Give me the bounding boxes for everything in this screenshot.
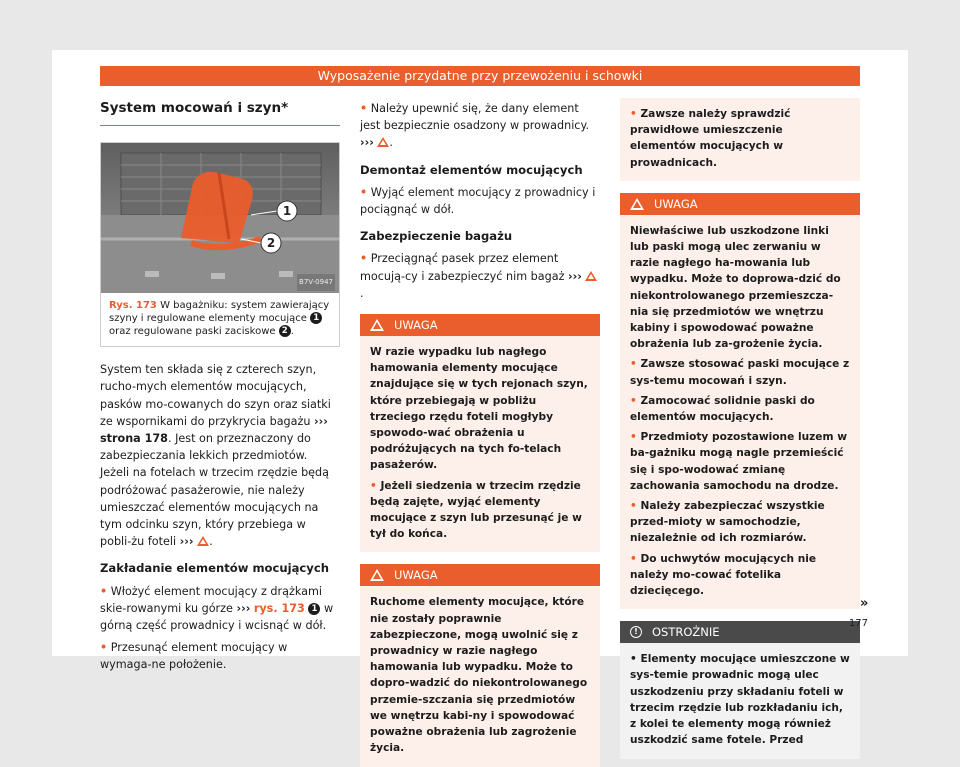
list-item <box>100 583 340 635</box>
bullet-dot: • <box>360 102 368 115</box>
bullet-dot: • <box>630 108 637 120</box>
bullet-end: . <box>360 286 364 300</box>
intro-text-a: System ten składa się z czterech szyn, rucho-mych elementów mocujących, pasków mo-cowanych do szyn oraz siatki ze wspornikami do przykrycia bagażu <box>100 363 331 428</box>
caution-title: OSTROŻNIE <box>652 625 720 640</box>
warning-title: UWAGA <box>394 318 438 333</box>
bullet-text: Zawsze stosować paski mocujące z sys-temu mocowań i szyn. <box>630 358 850 387</box>
caption-end: . <box>290 326 294 338</box>
warning-text: W razie wypadku lub nagłego hamowania elementy mocujące znajdujące się w tych rejonach szyn, które przebiegają w pobliżu trzeciego rzędu foteli mogłyby spowodo-wać obrażenia u podróżujących na tych fo-telach pasażerów. <box>370 346 588 472</box>
warning-body <box>360 586 600 766</box>
manual-page <box>52 50 908 755</box>
list-item <box>360 184 600 218</box>
caution-body <box>620 643 860 758</box>
warning-text: Niewłaściwe lub uszkodzone linki lub paski mogą ulec zerwaniu w razie nagłego ha-mowania lub wypadku. Może to doprowa-dzić do niekontrolowanego przemieszcza-nia się przedmiotów we wnętrzu kabiny i spowodować poważne obrażenia lub za-grożenie życia. <box>630 224 841 351</box>
warning-header <box>360 314 600 336</box>
warning-header <box>620 193 860 215</box>
bullet-text: Jeżeli siedzenia w trzecim rzędzie będą zajęte, wyjąć elementy mocujące z szyn lub przesunąć je w tył do końca. <box>370 479 582 541</box>
list-item <box>630 356 850 388</box>
bullet-text: Przedmioty pozostawione luzem w ba-gażniku mogą nagle przemieścić się i spo-wodować zmianę zachowania samochodu na drodze. <box>630 431 847 492</box>
list-item <box>630 651 850 748</box>
warning-triangle-icon[interactable] <box>197 536 209 546</box>
list-item <box>360 100 600 152</box>
bullet-text: Do uchwytów mocujących nie należy mo-cować fotelika dziecięcego. <box>630 552 817 598</box>
caption-text-a: W bagażniku: system zawierający szyny i regulowane elementy mocujące <box>109 300 330 325</box>
callout-1: 1 <box>282 204 292 219</box>
bullet-text-b: w górną część prowadnicy i wcisnąć w dół. <box>100 601 334 633</box>
column-right <box>620 92 860 759</box>
figure-caption <box>101 293 339 346</box>
bullet-dot: • <box>360 185 368 199</box>
list-item <box>630 393 850 425</box>
warning-body <box>360 336 600 552</box>
column-left <box>100 92 340 674</box>
continue-marker: » <box>860 596 869 611</box>
warning-icon <box>370 569 384 581</box>
column-middle <box>360 92 600 767</box>
intro-paragraph <box>100 361 340 550</box>
list-item <box>360 250 600 302</box>
warning-box-3 <box>620 193 860 609</box>
warning-triangle-icon[interactable] <box>585 271 597 281</box>
figure-ref-arrow: ››› <box>236 601 251 615</box>
list-item <box>630 429 850 494</box>
caution-header <box>620 621 860 643</box>
list-item <box>630 551 850 600</box>
trunk-photo <box>101 143 339 293</box>
bullet-dot: • <box>630 552 637 565</box>
caption-text-b: oraz regulowane paski zaciskowe <box>109 326 276 338</box>
bullet-dot: • <box>100 584 108 598</box>
page-number: 177 <box>848 618 868 629</box>
caption-callout-2: 2 <box>279 325 291 337</box>
bullet-dot: • <box>630 653 637 666</box>
bullet-text: Należy upewnić się, że dany element jest bezpiecznie osadzony w prowadnicy. <box>360 102 590 133</box>
subheading-secure: Zabezpieczenie bagażu <box>360 229 513 244</box>
bullet-text: Włożyć element mocujący z drążkami skie-rowanymi ku górze <box>100 584 322 615</box>
inline-callout-1: 1 <box>308 603 320 615</box>
section-title: System mocowań i szyn* <box>100 100 340 126</box>
bullet-text: Należy zabezpieczać wszystkie przed-mioty w samochodzie, niezależnie od ich rozmiarów. <box>630 500 825 545</box>
warning-title: UWAGA <box>394 568 438 583</box>
bullet-text: Zamocować solidnie paski do elementów mocujących. <box>630 394 815 424</box>
warning-text: Ruchome elementy mocujące, które nie zostały poprawnie zabezpieczone, mogą uwolnić się z prowadnicy w razie nagłego hamowania lub wypadku. Może to dopro-wadzić do niekontrolowanego przemie-szczania się przedmiotów we wnętrzu kabi-ny i spowodować poważne obrażenia lub zagrożenie życia. <box>370 596 588 755</box>
bullet-text: Przesunąć element mocujący w wymaga-ne położenie. <box>100 641 288 672</box>
list-item <box>630 498 850 547</box>
warning-ref-arrow: ››› <box>568 269 582 283</box>
warning-icon <box>630 198 644 210</box>
subheading-install: Zakładanie elementów mocujących <box>100 561 329 576</box>
intro-end: . <box>209 535 213 549</box>
warning-title: UWAGA <box>654 196 698 211</box>
caution-box <box>620 621 860 758</box>
subheading-remove: Demontaż elementów mocujących <box>360 162 583 177</box>
bullet-text: Wyjąć element mocujący z prowadnicy i pociągnąć w dół. <box>360 185 596 217</box>
bullet-dot: • <box>630 394 637 407</box>
list-item <box>370 478 590 543</box>
callout-2: 2 <box>266 236 276 251</box>
bullet-text: Przeciągnąć pasek przez element mocują-cy i zabezpieczyć nim bagaż <box>360 252 565 283</box>
bullet-dot: • <box>630 500 637 513</box>
warning-header <box>360 564 600 586</box>
warning-box-2 <box>360 564 600 766</box>
warning-icon <box>370 319 384 331</box>
trunk-illustration <box>101 143 339 293</box>
list-item <box>630 106 850 171</box>
figure-code: B7V-0947 <box>297 274 335 291</box>
page-ref-arrow: ››› <box>314 414 328 428</box>
warning-box-1 <box>360 314 600 552</box>
list-item <box>100 639 340 673</box>
caption-callout-1: 1 <box>310 312 322 324</box>
bullet-end: . <box>389 136 393 150</box>
warning-body <box>620 215 860 609</box>
figure-label: Rys. 173 <box>109 300 157 312</box>
intro-text-b: . Jest on przeznaczony do zabezpieczania lekkich przedmiotów. Jeżeli na fotelach w trzecim rzędzie będą podróżować pasażerowie, nie należy umieszczać elementów mocujących na tym odcinku szyn, który przebiega w pobli-żu foteli <box>100 432 330 549</box>
warning-triangle-icon[interactable] <box>377 137 389 147</box>
bullet-text: Zawsze należy sprawdzić prawidłowe umieszczenie elementów mocujących w prowadnicach. <box>630 108 791 169</box>
info-circle-icon: ! <box>630 626 642 638</box>
bullet-dot: • <box>370 479 377 492</box>
bullet-dot: • <box>630 358 637 371</box>
bullet-text: Elementy mocujące umieszczone w sys-temie prowadnic mogą ulec uszkodzeniu przy składaniu foteli w trzecim rzędzie lub rozkładaniu ich, z kolei te elementy mogą również uszkodzić same fotele. Przed <box>630 653 850 747</box>
bullet-dot: • <box>360 252 368 266</box>
figure-173 <box>100 142 340 347</box>
chapter-header: Wyposażenie przydatne przy przewożeniu i schowki <box>100 66 860 86</box>
page-ref-link[interactable]: strona 178 <box>100 432 168 446</box>
warning-box-continued <box>620 98 860 181</box>
warning-ref-arrow: ››› <box>179 535 194 549</box>
bullet-dot: • <box>100 641 108 655</box>
figure-ref-link[interactable]: rys. 173 <box>253 601 305 615</box>
warning-body <box>620 98 860 181</box>
bullet-dot: • <box>630 431 637 444</box>
warning-ref-arrow: ››› <box>360 136 374 150</box>
